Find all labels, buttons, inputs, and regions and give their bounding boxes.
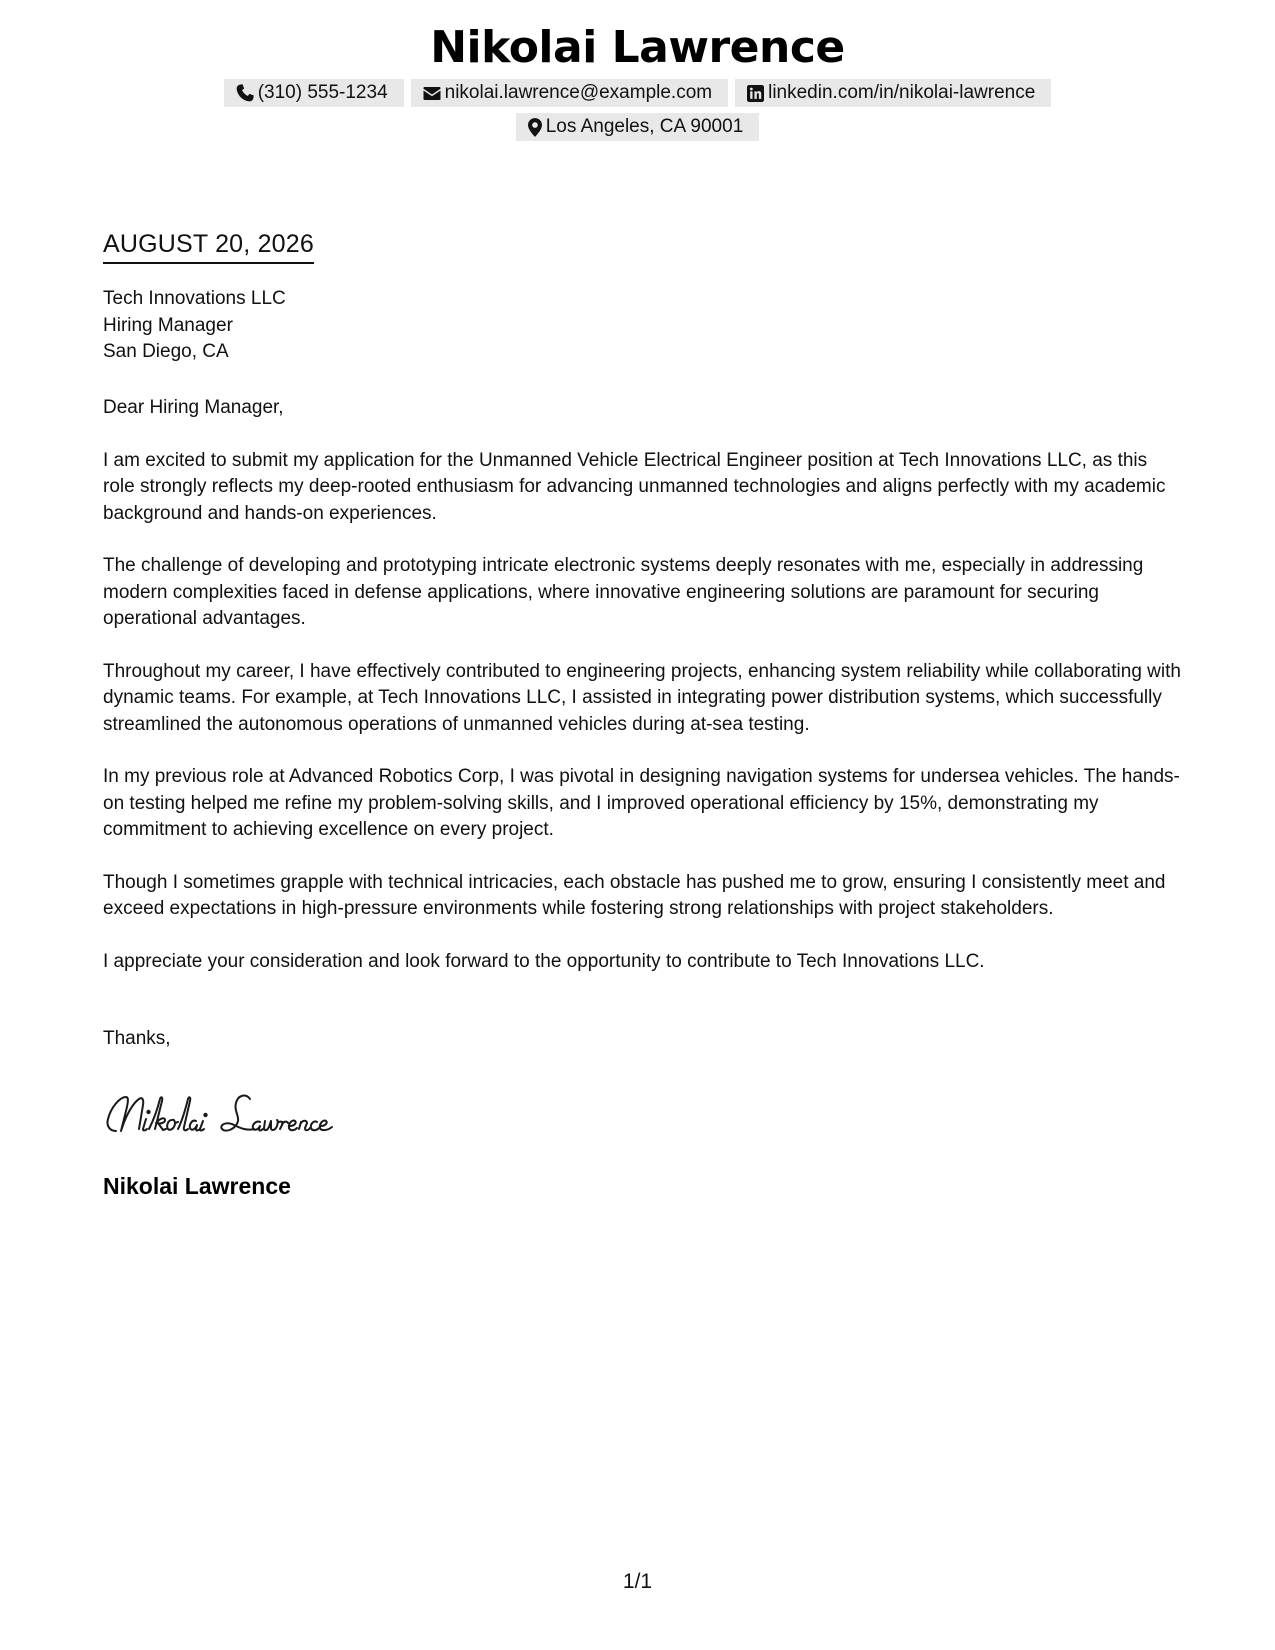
recipient-company: Tech Innovations LLC — [103, 288, 286, 309]
location-text: Los Angeles, CA 90001 — [545, 116, 744, 137]
phone-chip — [224, 79, 404, 107]
phone-text: (310) 555-1234 — [257, 82, 388, 103]
recipient-block — [103, 286, 286, 366]
body-paragraph: In my previous role at Advanced Robotics Corp, I was pivotal in designing navigation systems for undersea vehicles. The hands-on testing helped me refine my problem-solving skills, and I improved operational efficiency by 15%, demonstrating my commitment to achieving excellence on every project. — [103, 766, 1180, 840]
letter-body — [103, 395, 1183, 1001]
handwritten-signature — [102, 1085, 362, 1152]
linkedin-text: linkedin.com/in/nikolai-lawrence — [768, 82, 1036, 103]
body-paragraph: I appreciate your consideration and look forward to the opportunity to contribute to Tech Innovations LLC. — [103, 950, 985, 972]
page-indicator: 1/1 — [622, 1570, 653, 1593]
letter-header — [0, 20, 1275, 141]
map-pin-icon — [528, 118, 542, 137]
body-paragraph: Throughout my career, I have effectively contributed to engineering projects, enhancing system reliability while collaborating with dynamic teams. For example, at Tech Innovations LLC, I assisted in integrating power distribution systems, which successfully streamlined the autonomous operations of unmanned vehicles during at-sea testing. — [103, 660, 1181, 735]
applicant-name: Nikolai Lawrence — [430, 22, 845, 73]
body-paragraph: The challenge of developing and prototyping intricate electronic systems deeply resonates with me, especially in addressing modern complexities faced in defense applications, where innovative engineering solutions are paramount for securing operational advantages. — [103, 555, 1144, 629]
email-text: nikolai.lawrence@example.com — [444, 82, 713, 103]
linkedin-chip — [735, 79, 1051, 107]
greeting: Dear Hiring Manager, — [103, 397, 284, 418]
body-paragraph: I am excited to submit my application for the Unmanned Vehicle Electrical Engineer position at Tech Innovations LLC, as this role strongly reflects my deep-rooted enthusiasm for advancing unmanned technologies and aligns perfectly with my academic background and hands-on experiences. — [103, 449, 1166, 524]
location-chip — [516, 113, 760, 141]
recipient-title: Hiring Manager — [103, 314, 233, 336]
email-chip — [411, 79, 728, 107]
recipient-location: San Diego, CA — [103, 341, 229, 362]
closing: Thanks, — [103, 1028, 171, 1049]
contact-row-primary — [0, 79, 1275, 107]
envelope-icon — [423, 86, 441, 101]
phone-icon — [236, 84, 254, 102]
letter-date: AUGUST 20, 2026 — [103, 228, 314, 264]
body-paragraph: Though I sometimes grapple with technical intricacies, each obstacle has pushed me to grow, ensuring I consistently meet and exceed expectations in high-pressure environments while fostering strong relationships with project stakeholders. — [103, 871, 1166, 919]
contact-row-secondary — [0, 113, 1275, 141]
signature-drawing — [102, 1085, 362, 1147]
signer-name: Nikolai Lawrence — [103, 1173, 291, 1199]
linkedin-icon — [747, 85, 764, 102]
